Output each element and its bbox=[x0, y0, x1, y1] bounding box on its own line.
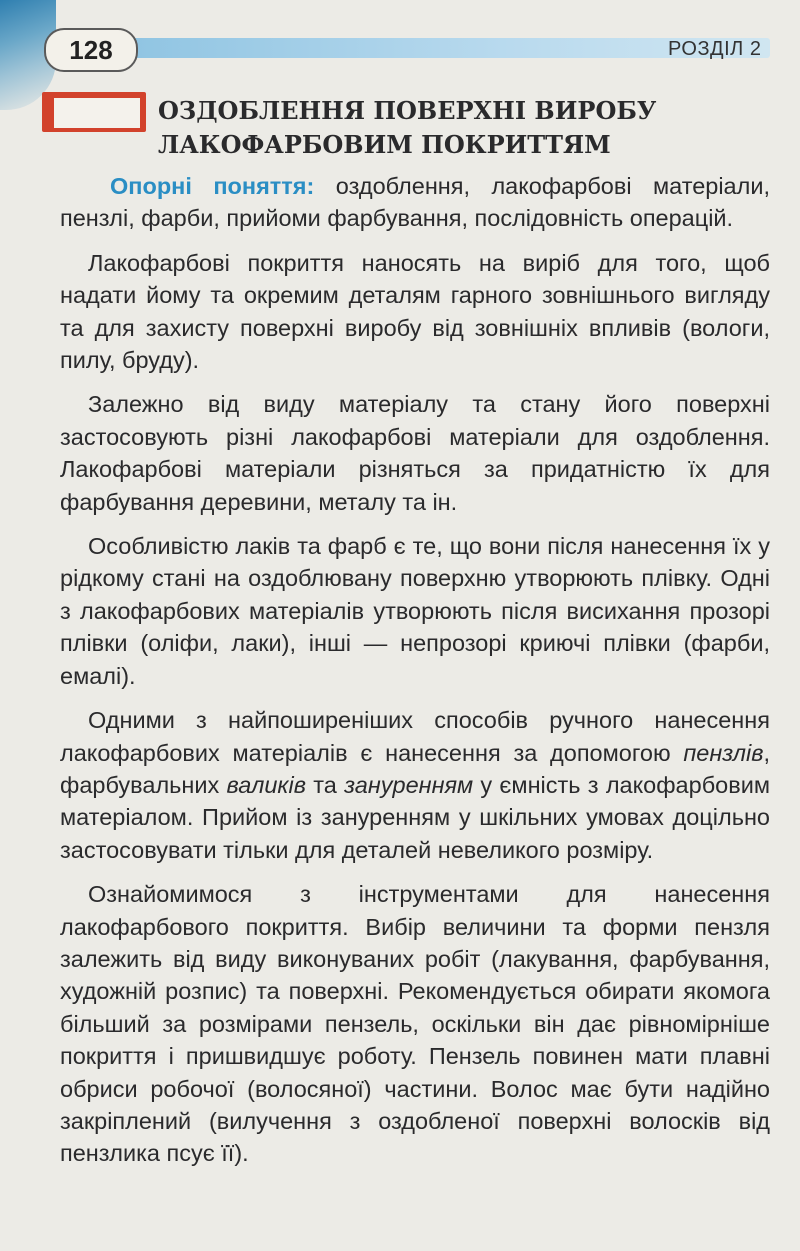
section-marker-inner bbox=[54, 98, 140, 128]
p4-part-3: та bbox=[306, 771, 345, 798]
paragraph-3: Особливістю лаків та фарб є те, що вони після нанесення їх у рідкому стані на оздоблювану поверхню утворюють плівку. Одні з лакофарбових матеріалів утворюють після висихання прозорі плівки (оліфи, лаки), інші — непрозорі криючі плівки (фарби, емалі). bbox=[60, 533, 770, 689]
page-number: 128 bbox=[44, 28, 138, 72]
title-line-1: ОЗДОБЛЕННЯ ПОВЕРХНІ ВИРОБУ bbox=[158, 96, 657, 125]
paragraph-1: Лакофарбові покриття наносять на виріб для того, щоб надати йому та окремим деталям гарного зовнішнього вигляду та для захисту поверхні виробу від зовнішніх впливів (вологи, пилу, бруду). bbox=[60, 249, 770, 374]
p4-em-rollers: валиків bbox=[226, 771, 306, 798]
paragraph-4 bbox=[60, 704, 770, 866]
section-marker bbox=[42, 92, 146, 132]
page-title bbox=[158, 94, 778, 162]
p4-part-4: у ємність з лакофарбовим матеріалом. Прийом із зануренням у шкільних умовах доцільно застосовувати тільки для деталей невеликого розміру. bbox=[60, 771, 770, 863]
key-concepts-text: оздоблення, лакофарбові матеріали, пензлі, фарби, прийоми фарбування, послідовність операцій. bbox=[60, 173, 770, 232]
p4-part-2: , фарбувальних bbox=[60, 739, 770, 798]
key-concepts bbox=[60, 170, 770, 235]
section-label: РОЗДІЛ 2 bbox=[668, 38, 762, 60]
p4-part-1: Одними з найпоширеніших способів ручного нанесення лакофарбових матеріалів є нанесення за допомогою bbox=[60, 707, 770, 766]
p4-em-dipping: зануренням bbox=[344, 771, 474, 798]
paragraph-5: Ознайомимося з інструментами для нанесення лакофарбового покриття. Вибір величини та форми пензля залежить від виду виконуваних робіт (лакування, фарбування, художній розпис) та поверхні. Рекомендується обирати якомога більший за розмірами пензель, оскільки він дає рівномірніше покриття і пришвидшує роботу. Пензель повинен мати плавні обриси робочої (волосяної) частини. Волос має бути надійно закріплений (вилучення з оздобленої поверхні волосків від пензлика псує її). bbox=[60, 881, 770, 1167]
main-text bbox=[60, 170, 770, 1182]
paragraph-2: Залежно від виду матеріалу та стану його поверхні застосовують різні лакофарбові матеріали для оздоблення. Лакофарбові матеріали різняться за придатністю їх для фарбування деревини, металу та ін. bbox=[60, 391, 770, 515]
title-line-2: ЛАКОФАРБОВИМ ПОКРИТТЯМ bbox=[158, 130, 611, 159]
key-concepts-label: Опорні поняття: bbox=[110, 173, 315, 199]
p4-em-brushes: пензлів bbox=[683, 739, 764, 766]
